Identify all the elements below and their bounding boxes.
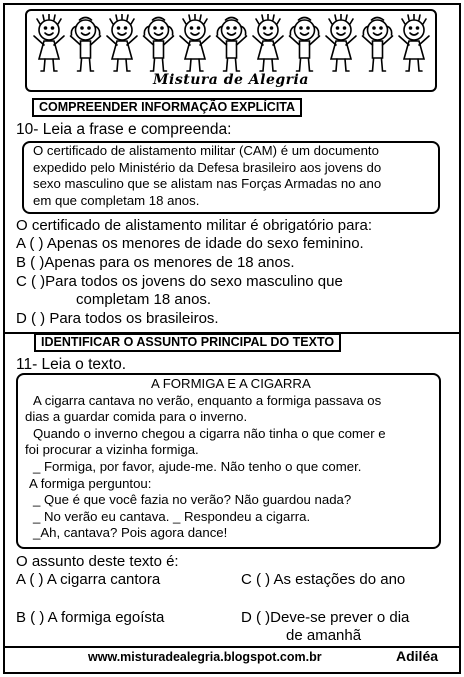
question-10-prompt: O certificado de alistamento militar é obrigatório para: [16,217,373,234]
story-line: foi procurar a vizinha formiga. [25,442,199,458]
story-line: dias a guardar comida para o inverno. [25,409,248,425]
brand-title: Mistura de Alegria [153,72,309,88]
stick-figures-illustration [33,14,431,74]
option-10-d[interactable]: D ( ) Para todos os brasileiros. [16,310,219,327]
header-banner [25,9,437,92]
story-box [16,373,441,549]
passage-line: expedido pelo Ministério da Defesa brasileiro aos jovens do [33,159,382,175]
question-10-title: 10- Leia a frase e compreenda: [16,121,232,138]
stick-figure [180,14,210,71]
option-11-b[interactable]: B ( ) A formiga egoísta [16,609,165,626]
passage-line: sexo masculino que se alistam nas Forças Armadas no ano [33,176,382,192]
option-11-d-continued: de amanhã [286,627,362,644]
story-line: A cigarra cantava no verão, enquanto a formiga passava os [33,392,382,408]
passage-cam-box [22,141,440,214]
footer-author: Adiléa [396,648,439,664]
story-line: _Ah, cantava? Pois agora dance! [33,525,228,541]
question-11-title: 11- Leia o texto. [16,356,127,373]
stick-figure [217,18,247,72]
stick-figure [107,14,137,71]
passage-line: em que completam 18 anos. [33,192,200,208]
section-label-explicit-info: COMPREENDER INFORMAÇÃO EXPLÍCITA [32,98,302,117]
story-line: _ Que é que você fazia no verão? Não guardou nada? [33,492,352,508]
story-line: Quando o inverno chegou a cigarra não tinha o que comer e [33,425,386,441]
stick-figure [290,18,320,72]
stick-figure [71,18,101,72]
option-10-a[interactable]: A ( ) Apenas os menores de idade do sexo feminino. [16,235,364,252]
footer-url[interactable]: www.misturadealegria.blogspot.com.br [88,650,322,664]
story-title: A FORMIGA E A CIGARRA [151,376,311,391]
stick-figure [326,14,356,71]
stick-figure [34,14,64,71]
option-10-b[interactable]: B ( )Apenas para os menores de 18 anos. [16,254,295,271]
stick-figure [253,14,283,71]
section-label-main-subject: IDENTIFICAR O ASSUNTO PRINCIPAL DO TEXTO [34,333,341,352]
passage-line: O certificado de alistamento militar (CAM) é um documento [33,143,379,158]
story-line: _ Formiga, por favor, ajude-me. Não tenho o que comer. [33,458,362,474]
footer-divider [5,646,459,648]
option-11-a[interactable]: A ( ) A cigarra cantora [16,571,161,588]
stick-figure [399,14,429,71]
option-10-c-continued: completam 18 anos. [76,291,212,308]
option-10-c[interactable]: C ( )Para todos os jovens do sexo masculino que [16,273,343,290]
story-line: _ No verão eu cantava. _ Respondeu a cigarra. [33,508,311,524]
stick-figure [363,18,393,72]
option-11-d[interactable]: D ( )Deve-se prever o dia [241,609,410,626]
question-11-prompt: O assunto deste texto é: [16,553,179,570]
story-line: A formiga perguntou: [29,475,152,491]
option-11-c[interactable]: C ( ) As estações do ano [241,571,406,588]
stick-figure [144,18,174,72]
